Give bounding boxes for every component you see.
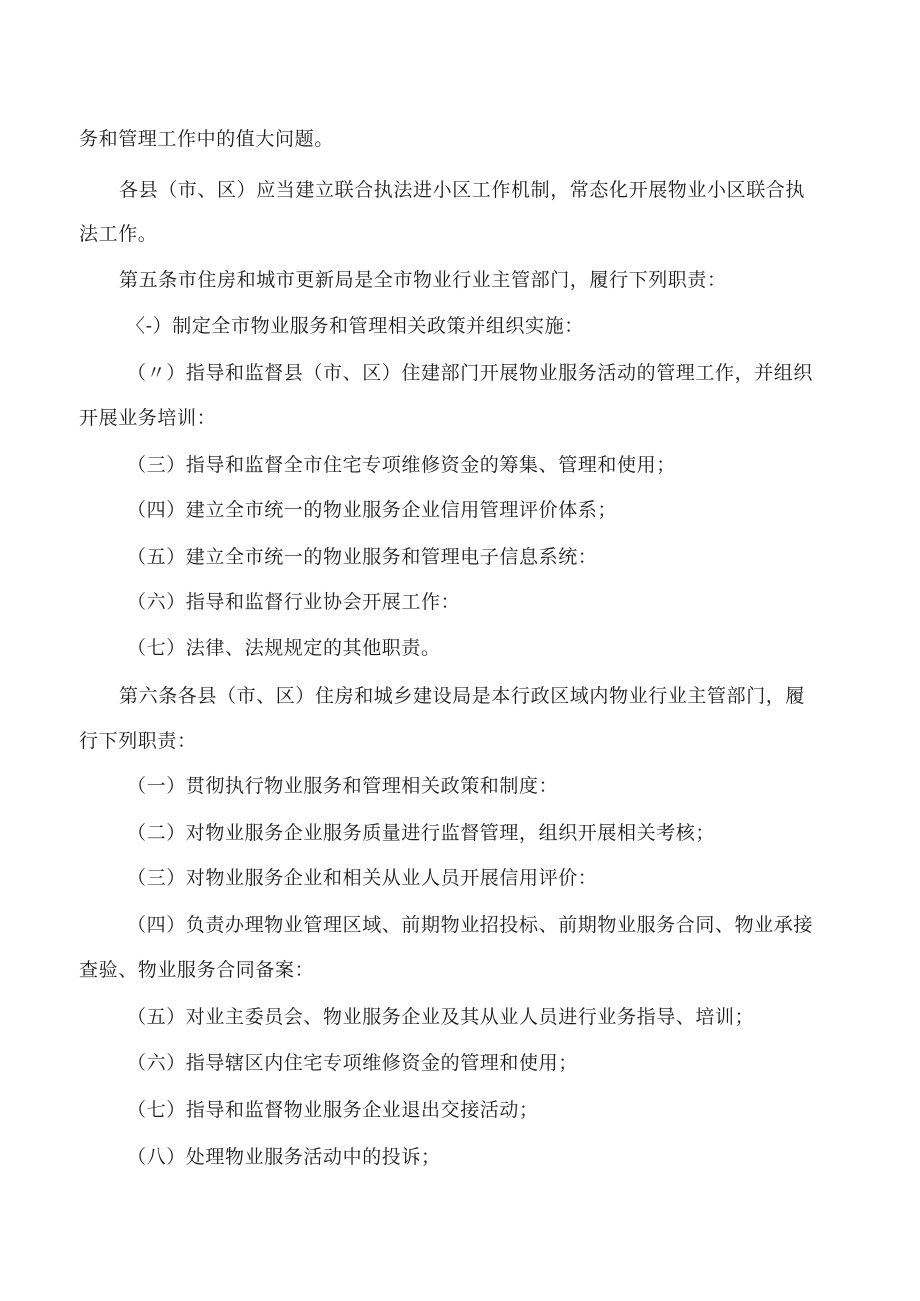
list-item-line: 〈-）制定全市物业服务和管理相关政策并组织实施： [126, 315, 584, 337]
list-item-line: （三）指导和监督全市住宅专项维修资金的筹集、管理和使用； [127, 454, 676, 476]
list-item-line: （五）建立全市统一的物业服务和管理电子信息系统： [127, 546, 598, 568]
list-item-line: （四）负责办理物业管理区域、前期物业招投标、前期物业服务合同、物业承接 [127, 914, 814, 936]
list-item-line: （五）对业主委员会、物业服务企业及其从业人员进行业务指导、培训； [127, 1006, 755, 1028]
list-item-line: （〃）指导和监督县（市、区）住建部门开展物业服务活动的管理工作，并组织 [127, 362, 814, 384]
list-item-line: （三）对物业服务企业和相关从业人员开展信用评价： [127, 867, 598, 889]
list-item-line: 查验、物业服务合同备案： [79, 959, 315, 981]
article-heading-line: 第六条各县（市、区）住房和城乡建设局是本行政区域内物业行业主管部门，履 [119, 685, 806, 707]
paragraph-line: 法工作。 [79, 223, 158, 245]
list-item-line: （一）贯彻执行物业服务和管理相关政策和制度： [127, 775, 559, 797]
list-item-line: （二）对物业服务企业服务质量进行监督管理，组织开展相关考核； [127, 822, 716, 844]
list-item-line: 开展业务培训： [79, 407, 217, 429]
paragraph-line: 行下列职责： [79, 730, 197, 752]
list-item-line: （六）指导和监督行业协会开展工作： [127, 591, 461, 613]
list-item-line: （四）建立全市统一的物业服务企业信用管理评价体系； [127, 499, 618, 521]
paragraph-line: 各县（市、区）应当建立联合执法进小区工作机制，常态化开展物业小区联合执 [119, 179, 806, 201]
paragraph-line: 务和管理工作中的值大问题。 [79, 128, 334, 150]
list-item-line: （七）法律、法规规定的其他职责。 [127, 637, 441, 659]
article-heading-line: 第五条市住房和城市更新局是全市物业行业主管部门，履行下列职责： [119, 269, 727, 291]
list-item-line: （七）指导和监督物业服务企业退出交接活动； [127, 1099, 539, 1121]
list-item-line: （八）处理物业服务活动中的投诉； [127, 1146, 441, 1168]
list-item-line: （六）指导辖区内住宅专项维修资金的管理和使用； [127, 1052, 578, 1074]
